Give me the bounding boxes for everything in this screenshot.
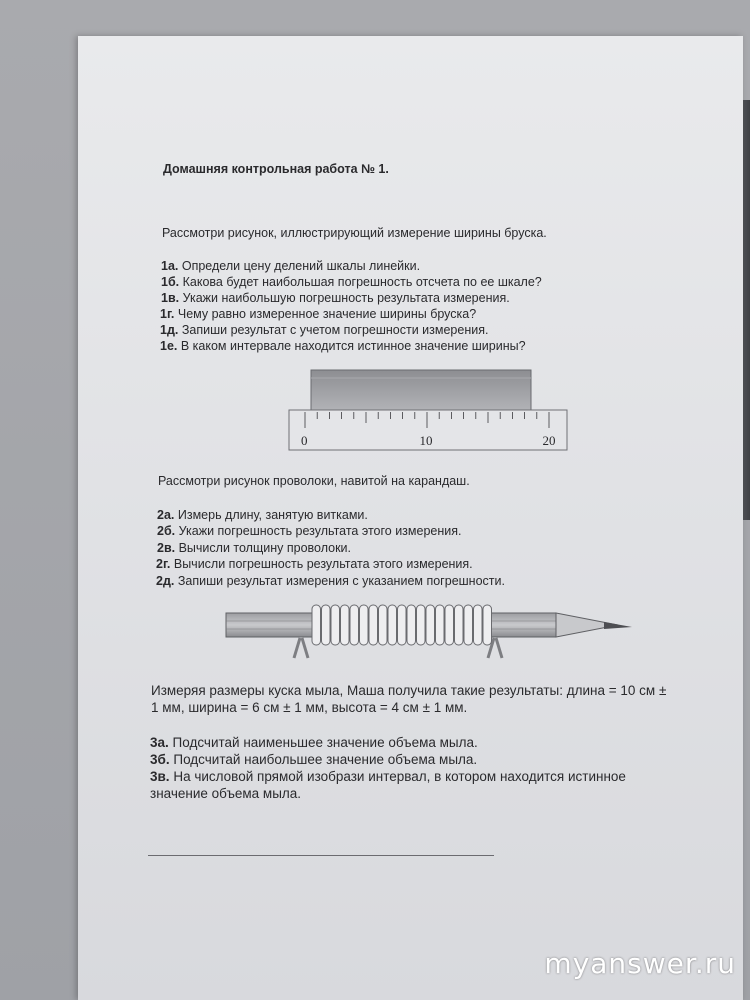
wire-coil: [464, 605, 473, 645]
ruler-label-0: 0: [301, 433, 308, 448]
task1-item-g: 1г. Чему равно измеренное значение ширины бруска?: [160, 307, 477, 321]
task2-item-v: 2в. Вычисли толщину проволоки.: [157, 541, 352, 555]
task1-item-a: 1а. Определи цену делений шкалы линейки.: [161, 259, 421, 273]
task1-item-e: 1е. В каком интервале находится истинное значение ширины?: [160, 339, 526, 353]
ruler-label-20: 20: [542, 433, 556, 448]
wire-coil: [350, 605, 359, 645]
task2-item-d: 2д. Запиши результат измерения с указанием погрешности.: [156, 574, 505, 588]
wire-coil: [474, 605, 483, 645]
task3-item-v-continued: значение объема мыла.: [150, 786, 302, 801]
task1-intro: Рассмотри рисунок, иллюстрирующий измерение ширины бруска.: [162, 226, 547, 240]
task2-item-a: 2а. Измерь длину, занятую витками.: [157, 508, 368, 522]
task2-item-b: 2б. Укажи погрешность результата этого измерения.: [157, 524, 462, 538]
answer-line: [148, 855, 494, 856]
wire-coil: [369, 605, 378, 645]
task1-item-b: 1б. Какова будет наибольшая погрешность отсчета по ее шкале?: [161, 275, 542, 289]
wire-coil: [407, 605, 416, 645]
task3-item-b: 3б. Подсчитай наибольшее значение объема мыла.: [150, 752, 478, 767]
wire-coil: [417, 605, 426, 645]
wire-coil: [360, 605, 369, 645]
wire-coil: [331, 605, 340, 645]
task3-item-v: 3в. На числовой прямой изобрази интервал, в котором находится истинное: [150, 769, 626, 784]
wire-coil: [388, 605, 397, 645]
wire-coils: [312, 605, 492, 645]
task2-intro: Рассмотри рисунок проволоки, навитой на карандаш.: [158, 474, 470, 488]
task3-item-a: 3а. Подсчитай наименьшее значение объема мыла.: [150, 735, 478, 750]
task2-item-g: 2г. Вычисли погрешность результата этого измерения.: [156, 557, 473, 571]
worksheet-title: Домашняя контрольная работа № 1.: [163, 162, 389, 176]
wire-coil: [455, 605, 464, 645]
wire-coil: [312, 605, 321, 645]
task1-item-v: 1в. Укажи наибольшую погрешность результата измерения.: [161, 291, 510, 305]
task1-item-d: 1д. Запиши результат с учетом погрешности измерения.: [160, 323, 489, 337]
pencil-wire-figure: [222, 598, 642, 666]
wooden-block: [311, 370, 531, 414]
wire-coil: [398, 605, 407, 645]
task3-intro-line1: Измеряя размеры куска мыла, Маша получила такие результаты: длина = 10 см ±: [151, 683, 667, 698]
wire-coil: [341, 605, 350, 645]
ruler-label-10: 10: [419, 433, 433, 448]
wire-coil: [322, 605, 331, 645]
wire-coil: [426, 605, 435, 645]
wire-coil: [445, 605, 454, 645]
wire-coil: [483, 605, 492, 645]
task3-intro-line2: 1 мм, ширина = 6 см ± 1 мм, высота = 4 см ± 1 мм.: [151, 700, 468, 715]
pencil-stand-left: [294, 638, 308, 658]
wire-coil: [436, 605, 445, 645]
watermark: myanswer.ru: [544, 947, 736, 980]
ruler-block-figure: [285, 362, 575, 462]
wire-coil: [379, 605, 388, 645]
